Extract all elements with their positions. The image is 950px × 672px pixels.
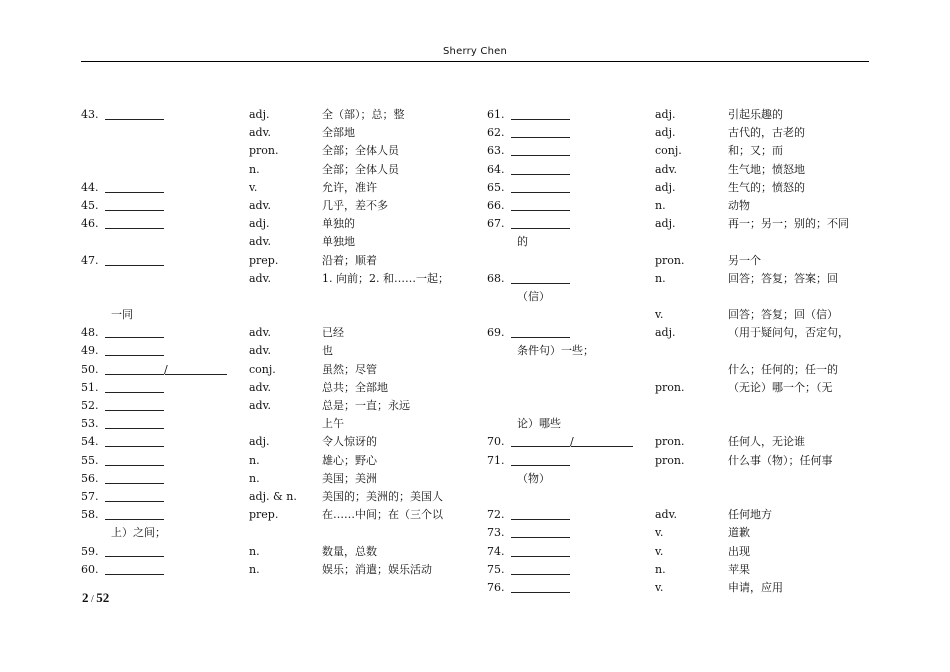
vocab-row: [487, 579, 872, 597]
meaning: 令人惊讶的: [322, 435, 377, 449]
vocab-row: [487, 215, 872, 233]
part-of-speech: adj.: [655, 126, 676, 140]
part-of-speech: adj.: [249, 435, 270, 449]
answer-blank[interactable]: [511, 465, 570, 466]
vocab-row: [81, 288, 469, 306]
item-number: 43.: [81, 108, 99, 121]
item-number: 61.: [487, 108, 505, 121]
meaning: （用于疑问句，否定句，: [728, 326, 849, 340]
meaning-continuation: （信）: [517, 289, 550, 303]
vocab-row: [81, 106, 469, 124]
vocab-row: [487, 233, 872, 251]
answer-blank[interactable]: [105, 501, 164, 502]
vocab-row: [81, 233, 469, 251]
item-number: 45.: [81, 198, 99, 212]
vocab-row: [487, 306, 872, 324]
part-of-speech: adv.: [249, 344, 272, 358]
item-number: 54.: [81, 435, 99, 449]
item-number: 52.: [81, 399, 99, 412]
meaning-continuation: 一同: [111, 308, 133, 322]
vocab-row: [81, 324, 469, 342]
vocab-row: [487, 252, 872, 270]
item-number: 58.: [81, 508, 99, 522]
vocab-row: [487, 415, 872, 433]
item-number: 71.: [487, 453, 505, 467]
vocab-row: [487, 124, 872, 142]
meaning: 也: [322, 344, 333, 358]
part-of-speech: prep.: [249, 253, 279, 267]
part-of-speech: adj.: [655, 108, 676, 121]
item-number: 51.: [81, 380, 99, 394]
part-of-speech: adj.: [655, 180, 676, 194]
answer-blank[interactable]: [511, 519, 570, 520]
meaning-continuation: （物）: [517, 471, 550, 485]
answer-blank[interactable]: [105, 192, 164, 193]
vocab-row: [487, 197, 872, 215]
item-number: 49.: [81, 344, 99, 358]
meaning: 出现: [728, 544, 750, 558]
blank-slash: /: [164, 362, 168, 376]
meaning-continuation: 条件句）一些；: [517, 344, 594, 358]
vocab-row: [487, 379, 872, 397]
vocab-row: [81, 342, 469, 360]
meaning: 全（部）；总；整: [322, 108, 405, 121]
meaning: 动物: [728, 198, 750, 212]
meaning: 任何地方: [728, 508, 772, 522]
vocab-column-left: [81, 106, 469, 579]
part-of-speech: pron.: [655, 380, 685, 394]
part-of-speech: n.: [249, 453, 260, 467]
part-of-speech: pron.: [655, 435, 685, 449]
item-number: 62.: [487, 126, 505, 140]
meaning: 古代的，古老的: [728, 126, 805, 140]
meaning-continuation: 论）哪些: [517, 417, 561, 431]
item-number: 64.: [487, 162, 505, 176]
meaning-continuation: 的: [517, 235, 528, 249]
item-number: 50.: [81, 362, 99, 376]
item-number: 75.: [487, 562, 505, 576]
meaning: 总是；一直；永远: [322, 399, 410, 412]
vocab-row: [81, 379, 469, 397]
meaning: 单独地: [322, 235, 355, 249]
item-number: 76.: [487, 580, 505, 594]
answer-blank[interactable]: [105, 265, 164, 266]
meaning: 在……中间；在（三个以: [322, 508, 443, 522]
answer-blank[interactable]: [511, 228, 570, 229]
item-number: 60.: [81, 562, 99, 576]
part-of-speech: adv.: [249, 380, 272, 394]
vocab-row: [81, 179, 469, 197]
answer-blank-second[interactable]: [165, 374, 227, 375]
meaning: 单独的: [322, 217, 355, 231]
part-of-speech: v.: [655, 544, 664, 558]
meaning: 生气地；愤怒地: [728, 162, 805, 176]
item-number: 46.: [81, 217, 99, 231]
vocab-row: [81, 161, 469, 179]
vocab-row: [487, 288, 872, 306]
answer-blank[interactable]: [511, 192, 570, 193]
answer-blank[interactable]: [511, 537, 570, 538]
meaning: 总共；全部地: [322, 380, 388, 394]
part-of-speech: n.: [655, 271, 666, 285]
answer-blank[interactable]: [105, 428, 164, 429]
part-of-speech: adj.: [655, 217, 676, 231]
meaning: 数量，总数: [322, 544, 377, 558]
vocab-row: [81, 270, 469, 288]
vocab-row: [81, 488, 469, 506]
meaning: 美国；美洲: [322, 471, 377, 485]
vocab-row: [487, 397, 872, 415]
meaning: 道歉: [728, 526, 750, 540]
answer-blank[interactable]: [105, 574, 164, 575]
vocab-row: [487, 452, 872, 470]
meaning: 什么；任何的；任一的: [728, 362, 838, 376]
meaning: 雄心；野心: [322, 453, 377, 467]
answer-blank-second[interactable]: [571, 446, 633, 447]
meaning: 美国的；美洲的；美国人: [322, 489, 443, 503]
part-of-speech: n.: [249, 544, 260, 558]
item-number: 57.: [81, 489, 99, 503]
part-of-speech: adv.: [249, 399, 272, 412]
part-of-speech: adv.: [655, 162, 678, 176]
vocab-row: [487, 433, 872, 451]
meaning: 生气的；愤怒的: [728, 180, 805, 194]
vocab-row: [487, 524, 872, 542]
answer-blank[interactable]: [105, 446, 164, 447]
vocab-row: [81, 124, 469, 142]
item-number: 44.: [81, 180, 99, 194]
part-of-speech: v.: [655, 308, 664, 322]
page-total: 52: [96, 590, 110, 605]
answer-blank[interactable]: [105, 228, 164, 229]
answer-blank[interactable]: [105, 465, 164, 466]
item-number: 73.: [487, 526, 505, 540]
vocab-row: [487, 161, 872, 179]
item-number: 55.: [81, 453, 99, 467]
vocab-row: [487, 342, 872, 360]
meaning: 娱乐；消遣；娱乐活动: [322, 562, 432, 576]
vocab-row: [81, 506, 469, 524]
header-divider: [81, 61, 869, 62]
part-of-speech: conj.: [249, 362, 276, 376]
part-of-speech: adj.: [249, 108, 270, 121]
meaning: 苹果: [728, 562, 750, 576]
answer-blank[interactable]: [105, 519, 164, 520]
page-current: 2: [82, 590, 89, 605]
answer-blank[interactable]: [105, 374, 164, 375]
vocab-row: [487, 324, 872, 342]
part-of-speech: adv.: [249, 126, 272, 140]
meaning: 已经: [322, 326, 344, 340]
part-of-speech: n.: [655, 198, 666, 212]
part-of-speech: adv.: [655, 508, 678, 522]
vocab-row: [81, 397, 469, 415]
item-number: 67.: [487, 217, 505, 231]
meaning: 再一；另一；别的；不同: [728, 217, 849, 231]
meaning: 1. 向前；2. 和……一起；: [322, 271, 449, 285]
part-of-speech: adj. & n.: [249, 489, 297, 503]
blank-slash: /: [570, 435, 574, 449]
part-of-speech: prep.: [249, 508, 279, 522]
meaning: 回答；答复；答案；回: [728, 271, 838, 285]
answer-blank[interactable]: [105, 392, 164, 393]
vocab-row: [81, 252, 469, 270]
answer-blank[interactable]: [511, 592, 570, 593]
vocab-row: [81, 543, 469, 561]
answer-blank[interactable]: [511, 174, 570, 175]
vocab-column-right: [487, 106, 872, 597]
answer-blank[interactable]: [511, 283, 570, 284]
item-number: 69.: [487, 326, 505, 340]
part-of-speech: adv.: [249, 326, 272, 340]
meaning: 回答；答复；回（信）: [728, 308, 838, 322]
meaning: （无论）哪一个；（无: [728, 380, 833, 394]
item-number: 66.: [487, 198, 505, 212]
item-number: 56.: [81, 471, 99, 485]
item-number: 74.: [487, 544, 505, 558]
vocab-row: [487, 106, 872, 124]
meaning: 沿着；顺着: [322, 253, 377, 267]
part-of-speech: adv.: [249, 235, 272, 249]
vocab-row: [81, 524, 469, 542]
vocab-row: [487, 506, 872, 524]
answer-blank[interactable]: [105, 355, 164, 356]
item-number: 53.: [81, 417, 99, 431]
answer-blank[interactable]: [105, 483, 164, 484]
part-of-speech: v.: [655, 526, 664, 540]
part-of-speech: v.: [655, 580, 664, 594]
vocab-row: [487, 270, 872, 288]
item-number: 63.: [487, 144, 505, 158]
answer-blank[interactable]: [105, 556, 164, 557]
meaning: 上午: [322, 417, 344, 431]
meaning: 引起乐趣的: [728, 108, 783, 121]
item-number: 59.: [81, 544, 99, 558]
vocab-row: [81, 433, 469, 451]
meaning: 任何人，无论谁: [728, 435, 805, 449]
part-of-speech: adv.: [249, 198, 272, 212]
meaning: 全部；全体人员: [322, 162, 399, 176]
meaning: 全部；全体人员: [322, 144, 399, 158]
vocab-row: [81, 306, 469, 324]
part-of-speech: pron.: [655, 253, 685, 267]
answer-blank[interactable]: [511, 337, 570, 338]
vocab-row: [81, 415, 469, 433]
meaning: 几乎，差不多: [322, 198, 388, 212]
vocab-row: [81, 142, 469, 160]
meaning: 申请，应用: [728, 580, 783, 594]
answer-blank[interactable]: [105, 337, 164, 338]
answer-blank[interactable]: [511, 137, 570, 138]
meaning: 允许，准许: [322, 180, 377, 194]
part-of-speech: adv.: [249, 271, 272, 285]
part-of-speech: v.: [249, 180, 258, 194]
meaning: 虽然；尽管: [322, 362, 377, 376]
vocab-row: [487, 142, 872, 160]
vocab-row: [81, 452, 469, 470]
meaning: 另一个: [728, 253, 761, 267]
answer-blank[interactable]: [511, 556, 570, 557]
part-of-speech: n.: [655, 562, 666, 576]
meaning: 全部地: [322, 126, 355, 140]
part-of-speech: conj.: [655, 144, 682, 158]
answer-blank[interactable]: [105, 210, 164, 211]
item-number: 72.: [487, 508, 505, 522]
part-of-speech: pron.: [249, 144, 279, 158]
vocab-row: [81, 561, 469, 579]
vocab-row: [487, 488, 872, 506]
item-number: 47.: [81, 253, 99, 267]
answer-blank[interactable]: [511, 210, 570, 211]
answer-blank[interactable]: [511, 155, 570, 156]
part-of-speech: adj.: [249, 217, 270, 231]
page-separator: /: [88, 594, 97, 605]
answer-blank[interactable]: [105, 410, 164, 411]
page-header-author: Sherry Chen: [443, 46, 507, 57]
meaning: 和；又；而: [728, 144, 783, 158]
vocab-row: [81, 361, 469, 379]
vocab-row: [81, 470, 469, 488]
answer-blank[interactable]: [105, 119, 164, 120]
vocab-row: [487, 543, 872, 561]
vocab-row: [81, 215, 469, 233]
answer-blank[interactable]: [511, 446, 570, 447]
vocab-row: [487, 470, 872, 488]
vocab-row: [487, 361, 872, 379]
part-of-speech: n.: [249, 562, 260, 576]
item-number: 48.: [81, 326, 99, 340]
vocab-row: [81, 197, 469, 215]
meaning-continuation: 上）之间；: [111, 526, 166, 540]
item-number: 70.: [487, 435, 505, 449]
part-of-speech: adj.: [655, 326, 676, 340]
item-number: 68.: [487, 271, 505, 285]
page-number: [82, 590, 109, 606]
vocab-row: [487, 561, 872, 579]
vocab-row: [487, 179, 872, 197]
part-of-speech: n.: [249, 162, 260, 176]
meaning: 什么事（物）；任何事: [728, 453, 833, 467]
answer-blank[interactable]: [511, 574, 570, 575]
part-of-speech: pron.: [655, 453, 685, 467]
item-number: 65.: [487, 180, 505, 194]
answer-blank[interactable]: [511, 119, 570, 120]
part-of-speech: n.: [249, 471, 260, 485]
